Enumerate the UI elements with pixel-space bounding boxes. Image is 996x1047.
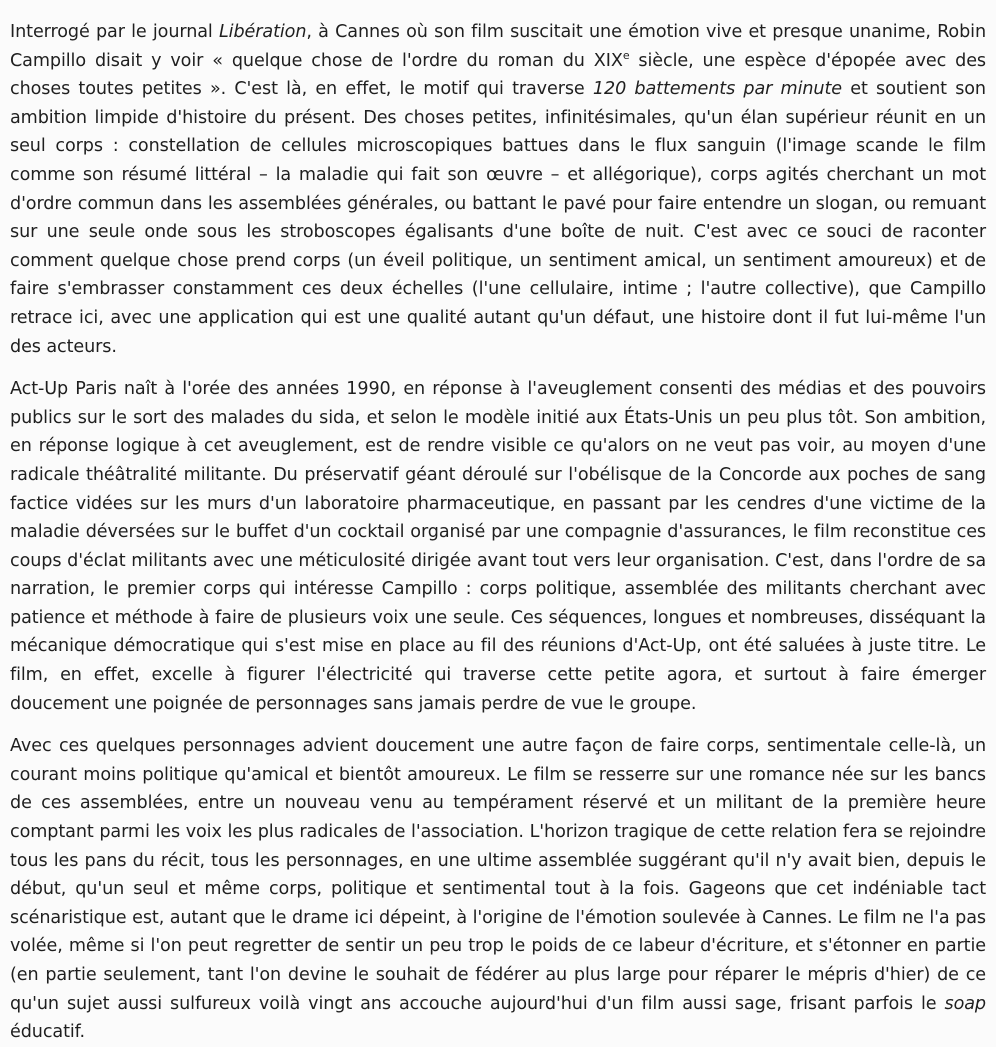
text-segment: éducatif.	[10, 1022, 85, 1043]
text-segment: siècle, une espèce d'épopée avec des choses toutes petites ». C'est là, en effet, le motif qui traverse	[10, 50, 986, 100]
paragraph-2	[10, 375, 986, 718]
article-body	[10, 18, 986, 1047]
text-segment: Interrogé par le journal	[10, 22, 219, 42]
text-segment: , à Cannes où son film suscitait une émotion vive et presque unanime, Robin Campillo disait y voir « quelque chose de l'ordre du roman du XIX	[10, 22, 986, 71]
text-segment: Avec ces quelques personnages advient doucement une autre façon de faire corps, sentimentale celle-là, un courant moins politique qu'amical et bientôt amoureux. Le film se resserre sur une romance née sur les bancs de ces assemblées, entre un nouveau venu au tempérament réservé et un militant de la première heure comptant parmi les voix les plus radicales de l'association. L'horizon tragique de cette relation fera se rejoindre tous les pans du récit, tous les personnages, en une ultime assemblée suggérant qu'il n'y avait bien, depuis le début, qu'un seul et même corps, politique et sentimental tout à la fois. Gageons que cet indéniable tact scénaristique est, autant que le drame ici dépeint, à l'origine de l'émotion soulevée à Cannes. Le film ne l'a pas volée, même si l'on peut regretter de sentir un peu trop le poids de ce labeur d'écriture, et s'étonner en partie (en partie seulement, tant l'on devine le souhait de fédérer au plus large pour réparer le mépris d'hier) de ce qu'un sujet aussi sulfureux voilà vingt ans accouche aujourd'hui d'un film aussi sage, frisant parfois le	[10, 736, 986, 1014]
text-segment: et soutient son ambition limpide d'histoire du présent. Des choses petites, infinitésimales, qu'un élan supérieur réunit en un seul corps : constellation de cellules microscopiques battues dans le flux sanguin (l'image scande le film comme son résumé littéral – la maladie qui fait son œuvre – et allégorique), corps agités cherchant un mot d'ordre commun dans les assemblées générales, ou battant le pavé pour faire entendre un slogan, ou remuant sur une seule onde sous les stroboscopes égalisants d'une boîte de nuit. C'est avec ce souci de raconter comment quelque chose prend corps (un éveil politique, un sentiment amical, un sentiment amoureux) et de faire s'embrasser constamment ces deux échelles (l'une cellulaire, intime ; l'autre collective), que Campillo retrace ici, avec une application qui est une qualité autant qu'un défaut, une histoire dont il fut lui-même l'un des acteurs.	[10, 79, 986, 357]
text-segment: Act-Up Paris naît à l'orée des années 1990, en réponse à l'aveuglement consenti des médias et des pouvoirs publics sur le sort des malades du sida, et selon le modèle initié aux États-Unis un peu plus tôt. Son ambition, en réponse logique à cet aveuglement, est de rendre visible ce qu'alors on ne veut pas voir, au moyen d'une radicale théâtralité militante. Du préservatif géant déroulé sur l'obélisque de la Concorde aux poches de sang factice vidées sur les murs d'un laboratoire pharmaceutique, en passant par les cendres d'une victime de la maladie déversées sur le buffet d'un cocktail organisé par une compagnie d'assurances, le film reconstitue ces coups d'éclat militants avec une méticulosité dirigée avant tout vers leur organisation. C'est, dans l'ordre de sa narration, le premier corps qui intéresse Campillo : corps politique, assemblée des militants cherchant avec patience et méthode à faire de plusieurs voix une seule. Ces séquences, longues et nombreuses, disséquant la mécanique démocratique qui s'est mise en place au fil des réunions d'Act-Up, ont été saluées à juste titre. Le film, en effet, excelle à figurer l'électricité qui traverse cette petite agora, et surtout à faire émerger doucement une poignée de personnages sans jamais perdre de vue le groupe.	[10, 379, 986, 714]
paragraph-3	[10, 732, 986, 1047]
paragraph-1	[10, 18, 986, 361]
newspaper-title: Libération	[218, 22, 307, 42]
superscript-e: e	[622, 48, 630, 62]
film-title: 120 battements par minute	[592, 79, 842, 100]
italic-word-soap: soap	[944, 993, 986, 1014]
